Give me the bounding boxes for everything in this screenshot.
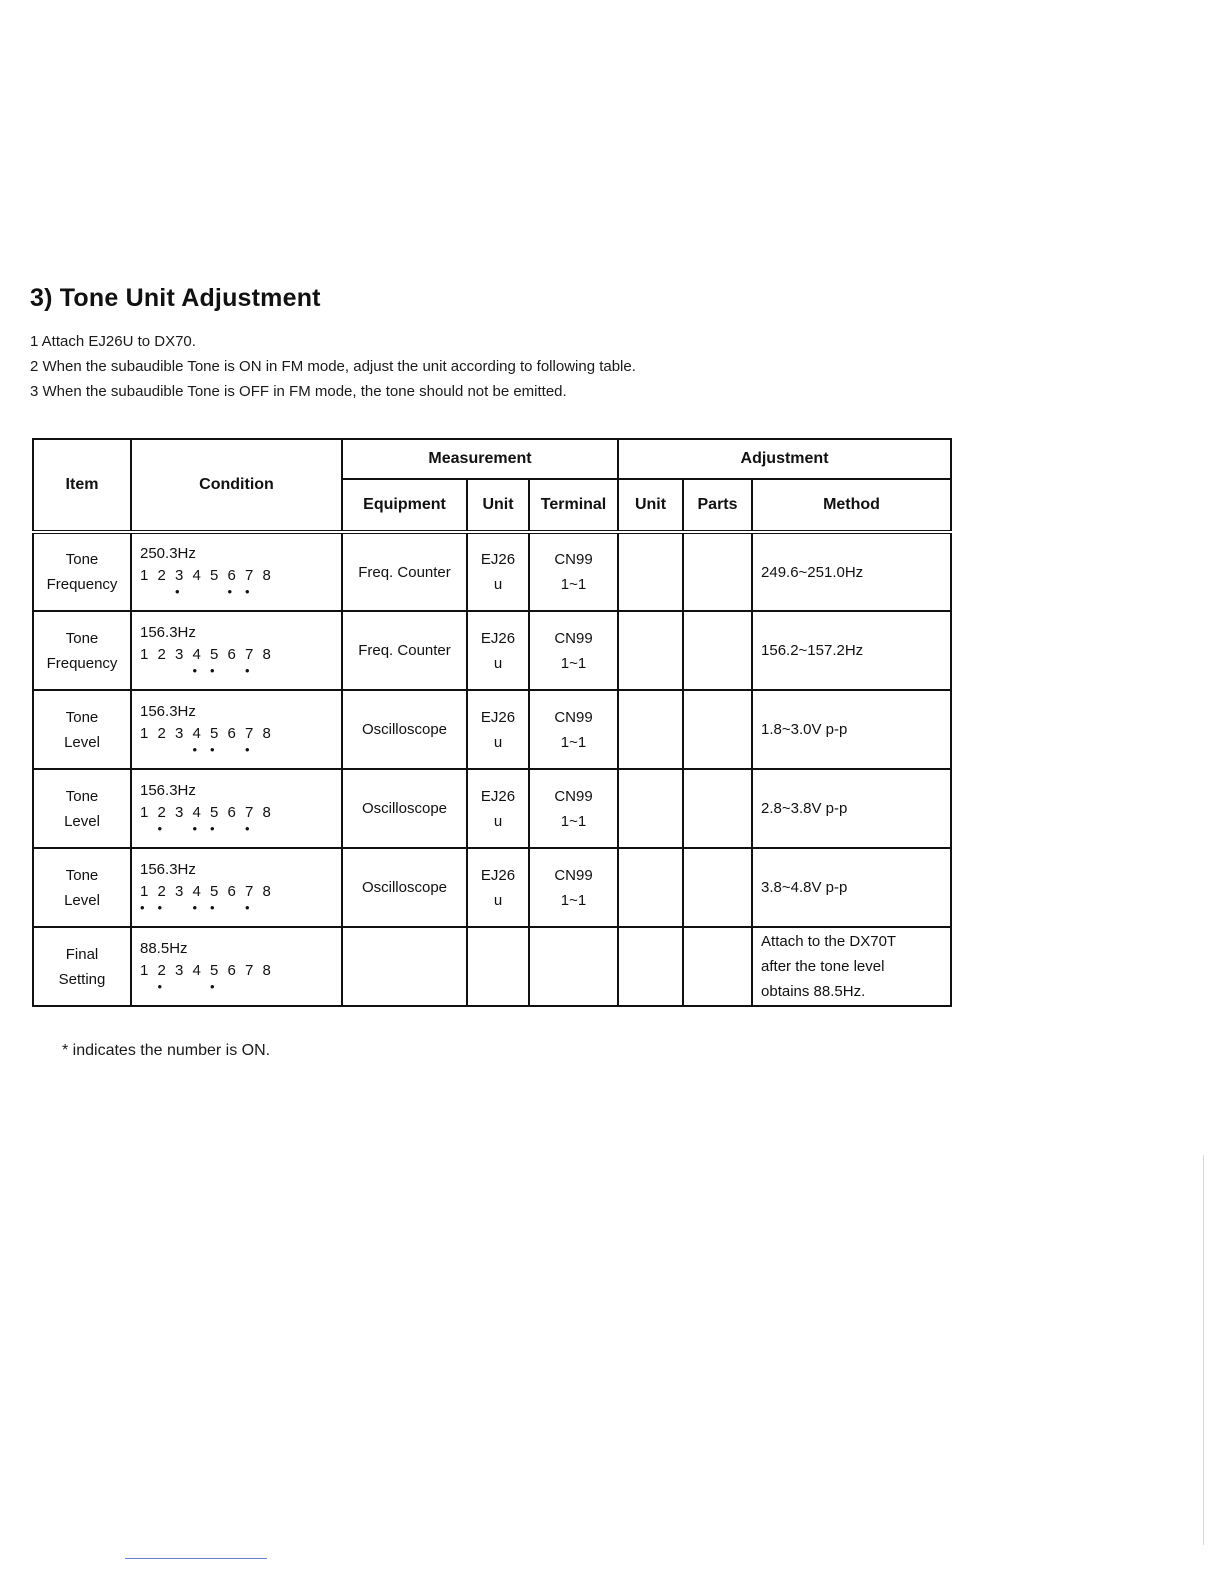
item-line: Frequency <box>46 654 118 672</box>
switch-number: 5 <box>210 882 219 900</box>
item-line: Final <box>65 945 99 963</box>
unit-cell <box>467 532 529 611</box>
switch-on-dot: • <box>210 978 215 994</box>
header-adjustment: Adjustment <box>618 439 951 479</box>
switch-number: 8 <box>262 882 271 900</box>
switch-on-markers <box>140 741 280 759</box>
header-parts: Parts <box>683 479 752 532</box>
unit-line: EJ26 <box>480 708 516 726</box>
adj-unit-cell <box>618 848 683 927</box>
table-body <box>33 532 951 1006</box>
switch-on-dot <box>140 587 158 601</box>
switch-number: 5 <box>210 803 219 821</box>
switch-on-dot <box>175 903 193 917</box>
item-line: Tone <box>65 629 99 647</box>
switch-on-dot <box>175 982 193 996</box>
switch-on-dot: • <box>192 662 198 678</box>
item-cell <box>33 769 131 848</box>
condition-frequency: 156.3Hz <box>140 623 196 641</box>
method-cell <box>752 927 951 1006</box>
condition-cell <box>131 611 342 690</box>
switch-on-dot <box>263 587 281 601</box>
switch-number: 2 <box>157 882 166 900</box>
method-cell <box>752 769 951 848</box>
switch-on-markers <box>140 584 280 601</box>
adj-unit-cell <box>618 690 683 769</box>
terminal-line: CN99 <box>554 866 593 884</box>
switch-on-dot <box>228 666 246 680</box>
switch-number: 6 <box>227 961 236 979</box>
footnote: * indicates the number is ON. <box>62 1042 271 1059</box>
switch-on-dot: • <box>140 899 145 915</box>
switch-number: 1 <box>140 803 149 821</box>
method-line: 2.8~3.8V p-p <box>761 800 848 817</box>
switch-number: 4 <box>192 803 201 821</box>
item-line: Frequency <box>46 576 118 593</box>
switch-on-dot <box>228 982 246 996</box>
switch-number: 8 <box>262 961 271 979</box>
terminal-line: CN99 <box>554 551 593 568</box>
switch-on-dot <box>140 824 158 838</box>
switch-on-markers <box>140 978 280 996</box>
switch-number: 8 <box>262 724 271 742</box>
instruction-step: 1 Attach EJ26U to DX70. <box>30 333 196 350</box>
switch-on-dot <box>193 587 211 601</box>
terminal-line: 1~1 <box>560 891 587 909</box>
switch-on-dot <box>228 745 246 759</box>
switch-on-dot <box>228 824 246 838</box>
switch-number: 4 <box>192 645 201 663</box>
switch-on-dot: • <box>210 662 215 678</box>
item-line: Tone <box>65 866 99 884</box>
switch-number: 3 <box>175 961 184 979</box>
method-line: 249.6~251.0Hz <box>761 563 864 581</box>
header-measurement: Measurement <box>342 439 618 479</box>
equipment-cell: Oscilloscope <box>342 690 467 769</box>
method-line: obtains 88.5Hz. <box>761 983 866 1000</box>
tone-adjustment-table <box>32 438 952 1007</box>
switch-number: 5 <box>210 961 219 979</box>
switch-number: 7 <box>245 803 254 821</box>
header-item: Item <box>33 439 131 532</box>
equipment-cell <box>342 927 467 1006</box>
switch-number: 5 <box>210 645 219 663</box>
terminal-cell <box>529 532 618 611</box>
switch-number: 2 <box>157 645 166 663</box>
instruction-step: 3 When the subaudible Tone is OFF in FM mode, the tone should not be emitted. <box>30 383 567 400</box>
parts-cell <box>683 927 752 1006</box>
item-cell <box>33 611 131 690</box>
item-line: Setting <box>58 970 106 988</box>
method-cell <box>752 690 951 769</box>
switch-on-markers <box>140 820 280 838</box>
switch-on-dot: • <box>192 820 198 836</box>
equipment-cell: Oscilloscope <box>342 848 467 927</box>
switch-number: 3 <box>175 724 184 742</box>
switch-number: 8 <box>262 645 271 663</box>
method-line: Attach to the DX70T <box>761 933 897 950</box>
switch-number: 6 <box>227 882 236 900</box>
item-line: Tone <box>65 787 99 805</box>
unit-cell <box>467 848 529 927</box>
item-cell <box>33 690 131 769</box>
terminal-line: 1~1 <box>560 733 587 751</box>
unit-cell <box>467 927 529 1006</box>
switch-on-dot: • <box>192 741 198 757</box>
item-cell <box>33 927 131 1006</box>
unit-line: u <box>493 576 503 593</box>
parts-cell <box>683 848 752 927</box>
condition-frequency: 250.3Hz <box>140 545 196 562</box>
unit-line: u <box>493 891 503 909</box>
switch-on-dot: • <box>245 662 250 678</box>
switch-number: 2 <box>157 803 166 821</box>
switch-on-dot: • <box>157 978 163 994</box>
page-title: 3) Tone Unit Adjustment <box>30 284 321 312</box>
switch-number: 6 <box>227 645 236 663</box>
table-row <box>33 927 951 1006</box>
switch-number: 7 <box>245 645 254 663</box>
switch-on-dot: • <box>245 820 250 836</box>
table-row <box>33 848 951 927</box>
table-row <box>33 690 951 769</box>
switch-number: 7 <box>245 882 254 900</box>
parts-cell <box>683 690 752 769</box>
switch-number: 4 <box>192 724 201 742</box>
table-row <box>33 611 951 690</box>
adj-unit-cell <box>618 532 683 611</box>
condition-cell <box>131 769 342 848</box>
terminal-cell <box>529 769 618 848</box>
switch-number: 3 <box>175 882 184 900</box>
method-line: 156.2~157.2Hz <box>761 642 864 659</box>
parts-cell <box>683 611 752 690</box>
switch-on-dot: • <box>245 899 250 915</box>
switch-on-dot <box>263 666 281 680</box>
instruction-step: 2 When the subaudible Tone is ON in FM mode, adjust the unit according to following table. <box>30 358 636 375</box>
switch-on-dot: • <box>210 741 215 757</box>
header-method: Method <box>752 479 951 532</box>
switch-number: 2 <box>157 567 166 584</box>
switch-number: 3 <box>175 567 184 584</box>
terminal-line: 1~1 <box>560 812 587 830</box>
switch-number: 6 <box>227 724 236 742</box>
switch-number: 8 <box>262 567 271 584</box>
condition-cell <box>131 927 342 1006</box>
switch-number: 1 <box>140 882 149 900</box>
switch-on-dot <box>263 982 281 996</box>
item-line: Level <box>64 812 100 830</box>
switch-on-dot <box>158 666 176 680</box>
switch-on-dot <box>245 982 263 996</box>
switch-number: 1 <box>140 645 149 663</box>
unit-line: EJ26 <box>480 787 516 805</box>
switch-on-dot: • <box>210 899 215 915</box>
switch-on-dot <box>158 587 176 601</box>
switch-on-markers <box>140 899 280 917</box>
switch-on-dot: • <box>245 741 250 757</box>
switch-number: 5 <box>210 724 219 742</box>
method-line: 3.8~4.8V p-p <box>761 879 848 896</box>
terminal-line: CN99 <box>554 629 593 647</box>
switch-number: 4 <box>192 882 201 900</box>
parts-cell <box>683 769 752 848</box>
equipment-cell: Freq. Counter <box>342 532 467 611</box>
switch-on-dot <box>140 982 158 996</box>
switch-on-dot <box>263 903 281 917</box>
unit-line: u <box>493 733 503 751</box>
unit-line: EJ26 <box>480 629 516 647</box>
item-cell <box>33 532 131 611</box>
item-line: Tone <box>65 708 99 726</box>
switch-on-dot <box>263 745 281 759</box>
switch-number: 4 <box>192 961 201 979</box>
switch-number: 7 <box>245 961 254 979</box>
switch-numbers <box>140 565 280 587</box>
switch-on-dot <box>193 982 211 996</box>
switch-on-dot <box>263 824 281 838</box>
header-adj-unit: Unit <box>618 479 683 532</box>
unit-cell <box>467 690 529 769</box>
terminal-line: CN99 <box>554 708 593 726</box>
switch-on-dot <box>175 824 193 838</box>
switch-number: 2 <box>157 724 166 742</box>
scan-margin-line <box>1203 1155 1204 1545</box>
terminal-cell <box>529 611 618 690</box>
item-line: Tone <box>65 551 99 568</box>
switch-number: 3 <box>175 645 184 663</box>
switch-on-dot: • <box>227 584 233 599</box>
switch-number: 6 <box>227 803 236 821</box>
method-line: 1.8~3.0V p-p <box>761 721 848 738</box>
terminal-line: CN99 <box>554 787 593 805</box>
method-line: after the tone level <box>761 958 885 975</box>
switch-number: 4 <box>192 567 201 584</box>
instruction-list <box>30 333 636 408</box>
terminal-cell <box>529 690 618 769</box>
unit-line: EJ26 <box>480 551 516 568</box>
condition-cell <box>131 532 342 611</box>
parts-cell <box>683 532 752 611</box>
method-cell <box>752 848 951 927</box>
method-cell <box>752 611 951 690</box>
adj-unit-cell <box>618 769 683 848</box>
item-line: Level <box>64 733 100 751</box>
switch-on-dot: • <box>157 820 163 836</box>
table-row <box>33 769 951 848</box>
switch-on-dot <box>175 745 193 759</box>
switch-number: 7 <box>245 724 254 742</box>
method-cell <box>752 532 951 611</box>
switch-on-dot <box>140 666 158 680</box>
switch-on-dot: • <box>175 584 180 599</box>
terminal-cell <box>529 927 618 1006</box>
switch-number: 8 <box>262 803 271 821</box>
switch-on-markers <box>140 662 280 680</box>
adj-unit-cell <box>618 611 683 690</box>
switch-on-dot: • <box>192 899 198 915</box>
item-cell <box>33 848 131 927</box>
switch-on-dot <box>210 587 228 601</box>
condition-frequency: 156.3Hz <box>140 702 196 720</box>
header-equipment: Equipment <box>342 479 467 532</box>
unit-line: u <box>493 654 503 672</box>
switch-on-dot <box>158 745 176 759</box>
scan-bottom-line <box>125 1558 267 1559</box>
condition-cell <box>131 690 342 769</box>
switch-number: 6 <box>227 567 236 584</box>
switch-on-dot: • <box>210 820 215 836</box>
item-line: Level <box>64 891 100 909</box>
unit-cell <box>467 769 529 848</box>
unit-cell <box>467 611 529 690</box>
header-terminal: Terminal <box>529 479 618 532</box>
equipment-cell: Freq. Counter <box>342 611 467 690</box>
switch-number: 2 <box>157 961 166 979</box>
adj-unit-cell <box>618 927 683 1006</box>
switch-on-dot <box>140 745 158 759</box>
switch-on-dot: • <box>157 899 163 915</box>
unit-line: EJ26 <box>480 866 516 884</box>
terminal-cell <box>529 848 618 927</box>
condition-frequency: 156.3Hz <box>140 781 196 799</box>
table-row <box>33 532 951 611</box>
equipment-cell: Oscilloscope <box>342 769 467 848</box>
switch-number: 1 <box>140 961 149 979</box>
condition-frequency: 156.3Hz <box>140 860 196 878</box>
switch-on-dot <box>228 903 246 917</box>
terminal-line: 1~1 <box>560 576 587 593</box>
switch-on-dot: • <box>245 584 250 599</box>
condition-cell <box>131 848 342 927</box>
header-condition: Condition <box>131 439 342 532</box>
header-unit: Unit <box>467 479 529 532</box>
switch-number: 7 <box>245 567 254 584</box>
switch-number: 1 <box>140 724 149 742</box>
switch-number: 1 <box>140 567 149 584</box>
condition-frequency: 88.5Hz <box>140 939 188 957</box>
switch-on-dot <box>175 666 193 680</box>
unit-line: u <box>493 812 503 830</box>
switch-number: 5 <box>210 567 219 584</box>
switch-number: 3 <box>175 803 184 821</box>
terminal-line: 1~1 <box>560 654 587 672</box>
